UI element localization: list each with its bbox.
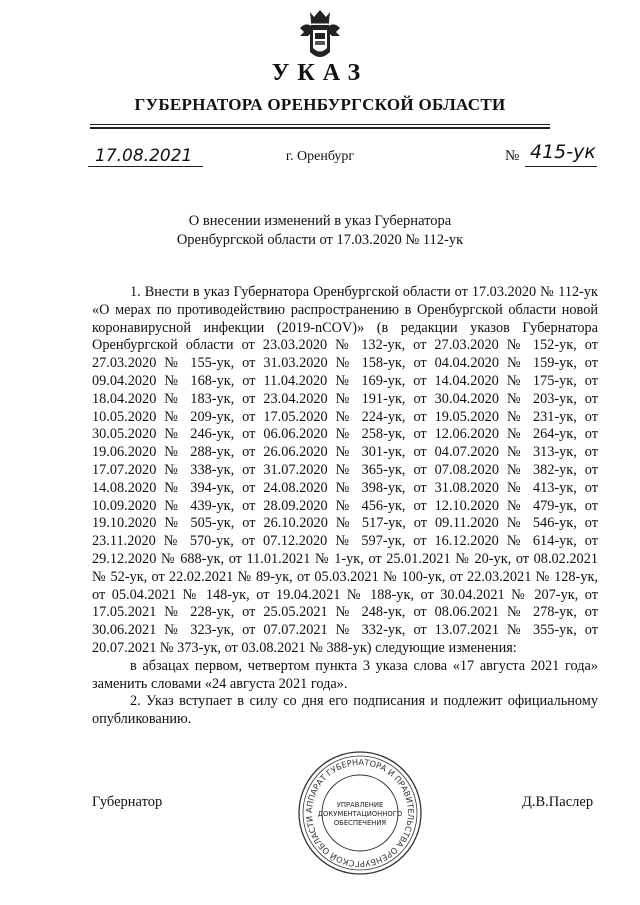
document-number: 415-ук	[530, 141, 596, 163]
stamp-center-line-3: ОБЕСПЕЧЕНИЯ	[333, 819, 387, 827]
document-body	[92, 284, 598, 729]
signatory-position: Губернатор	[92, 794, 163, 810]
header-divider-thick	[90, 127, 550, 129]
date-underline	[88, 166, 203, 167]
document-subject	[150, 212, 490, 250]
header-divider-thin	[90, 124, 550, 125]
subject-line-1: О внесении изменений в указ Губернатора	[188, 213, 452, 229]
paragraph-1: 1. Внести в указ Губернатора Оренбургской области от 17.03.2020 № 112-ук «О мерах по противодействию распространению в Оренбургской области новой коронавирусной инфекции (2019-nCOV)» (в редакции указов Губернатора Оренбургской области от 23.03.2020 № 132-ук, от 27.03.2020 № 152-ук, от 27.03.2020 № 155-ук, от 31.03.2020 № 158-ук, от 04.04.2020 № 159-ук, от 09.04.2020 № 168-ук, от 11.04.2020 № 169-ук, от 14.04.2020 № 175-ук, от 18.04.2020 № 183-ук, от 23.04.2020 № 191-ук, от 30.04.2020 № 203-ук, от 10.05.2020 № 209-ук, от 17.05.2020 № 224-ук, от 19.05.2020 № 231-ук, от 30.05.2020 № 246-ук, от 06.06.2020 № 258-ук, от 12.06.2020 № 264-ук, от 19.06.2020 № 288-ук, от 26.06.2020 № 301-ук, от 04.07.2020 № 313-ук, от 17.07.2020 № 338-ук, от 31.07.2020 № 365-ук, от 07.08.2020 № 382-ук, от 14.08.2020 № 394-ук, от 24.08.2020 № 398-ук, от 31.08.2020 № 413-ук, от 10.09.2020 № 439-ук, от 28.09.2020 № 456-ук, от 12.10.2020 № 479-ук, от 19.10.2020 № 505-ук, от 26.10.2020 № 517-ук, от 09.11.2020 № 546-ук, от 23.11.2020 № 570-ук, от 07.12.2020 № 597-ук, от 16.12.2020 № 614-ук, от 29.12.2020 № 688-ук, от 11.01.2021 № 1-ук, от 25.01.2021 № 20-ук, от 08.02.2021 № 52-ук, от 22.02.2021 № 89-ук, от 05.03.2021 № 100-ук, от 22.03.2021 № 128-ук, от 05.04.2021 № 148-ук, от 19.04.2021 № 188-ук, от 30.04.2021 № 207-ук, от 17.05.2021 № 228-ук, от 25.05.2021 № 248-ук, от 08.06.2021 № 278-ук, от 30.06.2021 № 323-ук, от 07.07.2021 № 332-ук, от 13.07.2021 № 355-ук, от 20.07.2021 № 373-ук, от 03.08.2021 № 388-ук) следующие изменения:	[92, 284, 598, 656]
signatory-name: Д.В.Паслер	[522, 794, 594, 810]
issuer-title: ГУБЕРНАТОРА ОРЕНБУРГСКОЙ ОБЛАСТИ	[134, 95, 506, 114]
stamp-center-line-1: УПРАВЛЕНИЕ	[336, 801, 384, 809]
paragraph-3: 2. Указ вступает в силу со дня его подписания и подлежит официальному опубликованию.	[92, 693, 598, 728]
subject-line-2: Оренбургской области от 17.03.2020 № 112-ук	[176, 232, 464, 248]
stamp-center-line-2: ДОКУМЕНТАЦИОННОГО	[317, 810, 403, 818]
number-underline	[525, 166, 597, 167]
document-date: 17.08.2021	[95, 146, 193, 166]
stamp-ring-text: АППАРАТ ГУБЕРНАТОРА И ПРАВИТЕЛЬСТВА ОРЕНБУРГСКОЙ ОБЛАСТИ	[303, 756, 417, 870]
document-city: г. Оренбург	[285, 149, 355, 164]
official-stamp	[295, 748, 425, 883]
paragraph-2: в абзацах первом, четвертом пункта 3 указа слова «17 августа 2021 года» заменить словами «24 августа 2021 года».	[92, 657, 598, 692]
document-type-title: УКАЗ	[271, 60, 369, 86]
number-label: №	[505, 148, 520, 164]
